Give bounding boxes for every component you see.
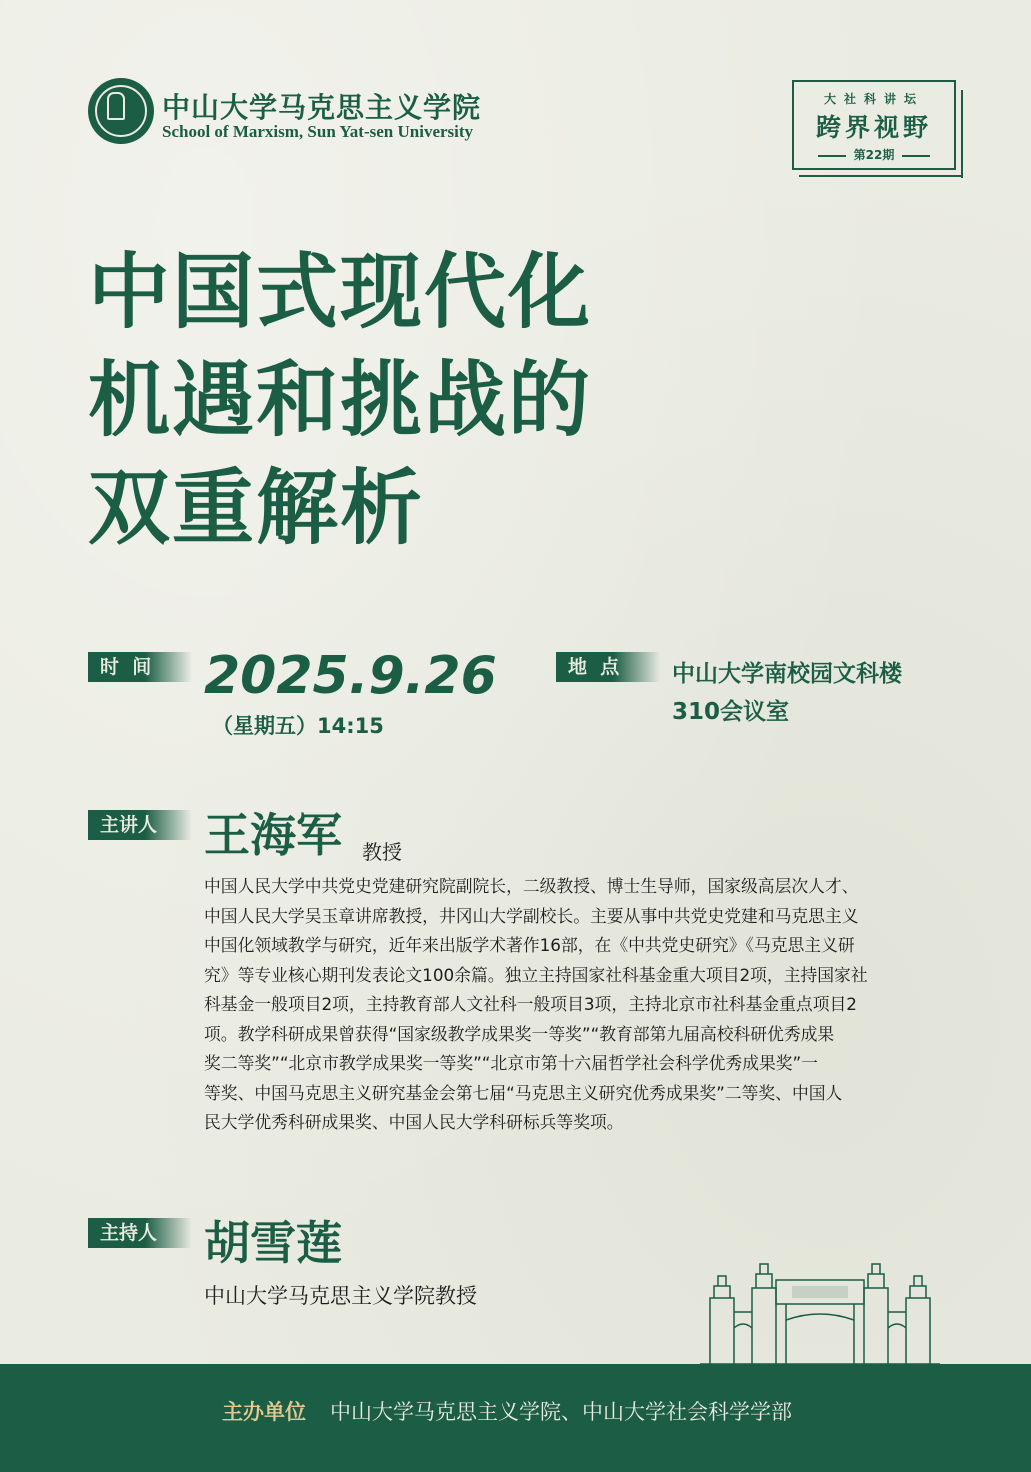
- bio-line: 奖二等奖”“北京市教学成果奖一等奖”“北京市第十六届哲学社会科学优秀成果奖”一: [204, 1053, 819, 1073]
- series-badge: [792, 80, 956, 170]
- place-label-text: 地 点: [568, 656, 620, 678]
- title-line-2: 机遇和挑战的: [88, 353, 593, 448]
- event-date: 2025.9.26: [204, 646, 497, 706]
- host-label: 主持人: [88, 1218, 192, 1248]
- bio-line: 民大学优秀科研成果奖、中国人民大学科研标兵等奖项。: [204, 1112, 624, 1132]
- speaker-name: 王海军: [204, 808, 342, 862]
- title-line-3: 双重解析: [88, 461, 425, 556]
- place-line-1: 中山大学南校园文科楼: [672, 661, 902, 687]
- bio-line: 中国人民大学吴玉章讲席教授，井冈山大学副校长。主要从事中共党史党建和马克思主义: [204, 905, 859, 926]
- bio-line: 中国化领域教学与研究，近年来出版学术著作16部，在《中共党史研究》《马克思主义研: [204, 935, 855, 955]
- bio-line: 等奖、中国马克思主义研究基金会第七届“马克思主义研究优秀成果奖”二等奖、中国人: [204, 1082, 843, 1103]
- badge-issue-row: [794, 146, 954, 163]
- speaker-rank: 教授: [362, 840, 402, 864]
- organizer-label: 主办单位: [222, 1400, 306, 1424]
- divider: [902, 155, 930, 157]
- place-label: [556, 652, 660, 682]
- bio-line: 究》等专业核心期刊发表论文100余篇。独立主持国家社科基金重大项目2项，主持国家社: [204, 964, 868, 985]
- school-name-en: School of Marxism, Sun Yat-sen University: [162, 122, 474, 141]
- bio-line: 中国人民大学中共党史党建研究院副院长，二级教授、博士生导师，国家级高层次人才、: [204, 876, 859, 896]
- bio-line: 科基金一般项目2项，主持教育部人文社科一般项目3项，主持北京市社科基金重点项目2: [204, 994, 857, 1014]
- badge-issue: 第22期: [853, 148, 895, 162]
- title-line-1: 中国式现代化: [88, 245, 593, 340]
- university-seal-icon: [88, 78, 154, 144]
- time-label-text: 时 间: [100, 656, 152, 678]
- speaker-label: 主讲人: [88, 810, 192, 840]
- badge-name: 跨界视野: [815, 113, 932, 142]
- time-label: [88, 652, 192, 682]
- badge-series: 大社科讲坛: [823, 92, 924, 106]
- host-name: 胡雪莲: [204, 1216, 342, 1270]
- host-title: 中山大学马克思主义学院教授: [204, 1284, 477, 1308]
- divider: [818, 155, 846, 157]
- campus-gate-icon: [700, 1258, 940, 1366]
- event-time: （星期五）14:15: [212, 714, 384, 738]
- seal-mark: [107, 92, 125, 120]
- school-name-cn: 中山大学马克思主义学院: [162, 91, 482, 124]
- place-line-2: 310会议室: [672, 699, 790, 725]
- speaker-bio: [204, 872, 944, 1138]
- bio-line: 项。教学科研成果曾获得“国家级教学成果奖一等奖”“教育部第九届高校科研优秀成果: [204, 1023, 835, 1044]
- organizer-names: 中山大学马克思主义学院、中山大学社会科学学部: [330, 1400, 792, 1424]
